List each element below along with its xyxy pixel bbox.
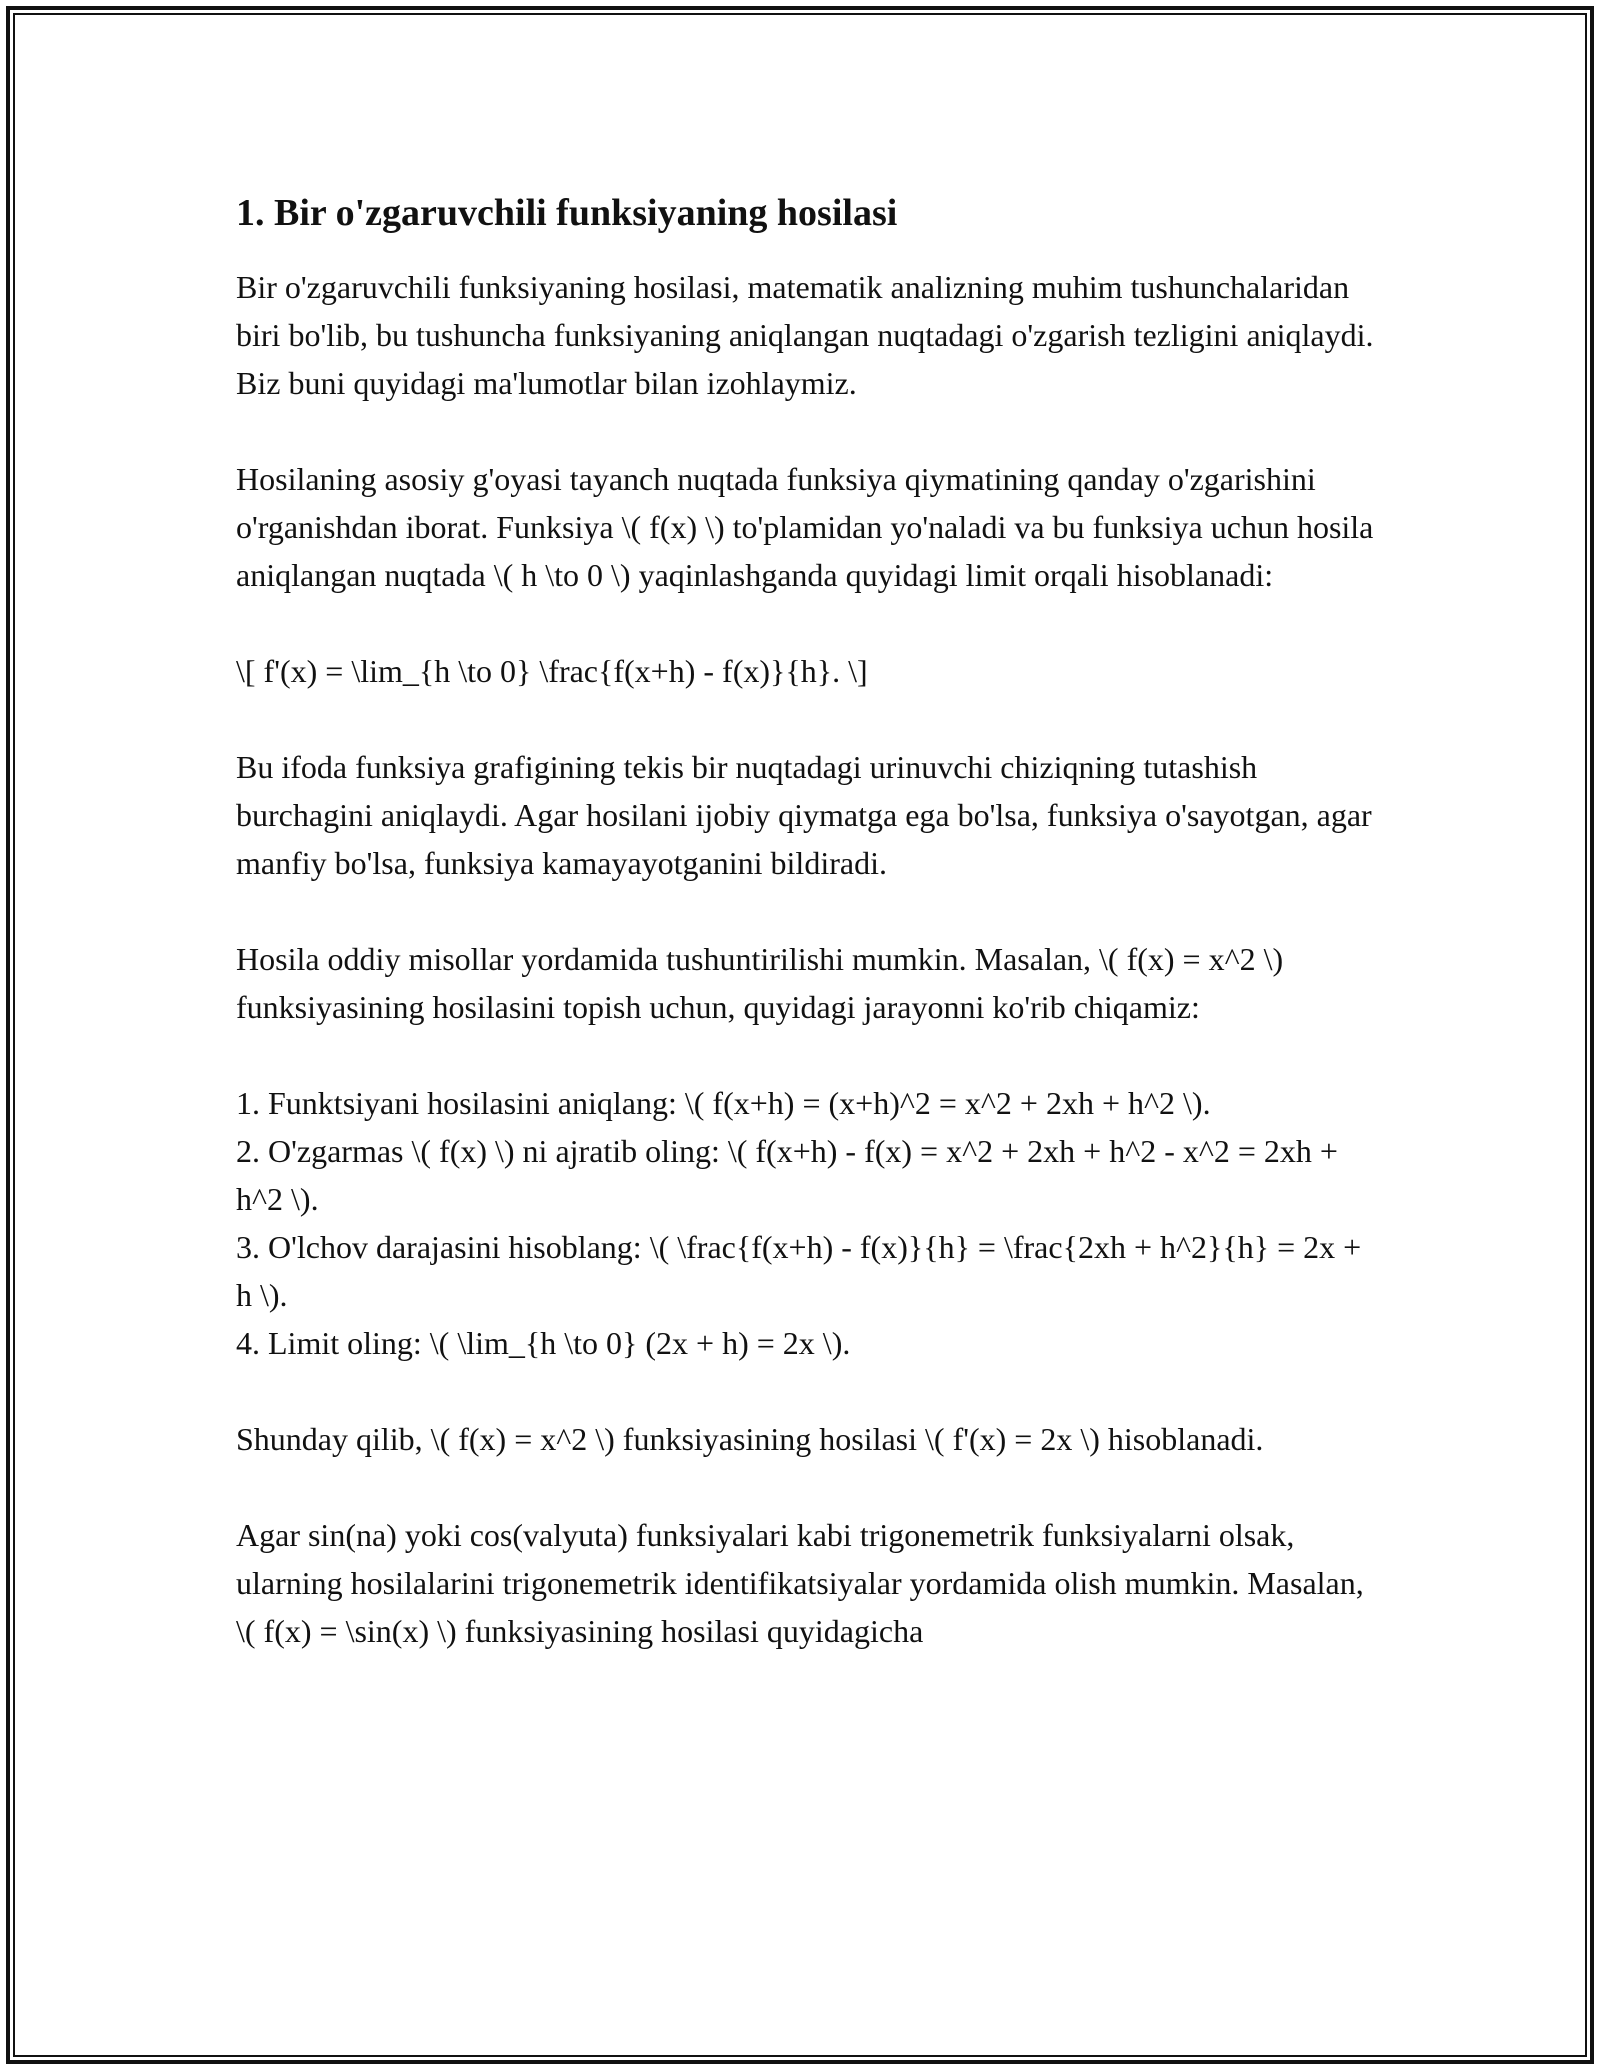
document-body	[236, 185, 1376, 1703]
section-heading: 1. Bir o'zgaruvchili funksiyaning hosilasi	[236, 192, 898, 234]
example-step: 1. Funktsiyani hosilasini aniqlang: \( f(x+h) = (x+h)^2 = x^2 + 2xh + h^2 \).	[236, 1085, 1211, 1121]
example-step: 3. O'lchov darajasini hisoblang: \( \frac{f(x+h) - f(x)}{h} = \frac{2xh + h^2}{h} = 2x + h \).	[236, 1229, 1362, 1313]
example-step: 2. O'zgarmas \( f(x) \) ni ajratib oling: \( f(x+h) - f(x) = x^2 + 2xh + h^2 - x^2 = 2xh + h^2 \).	[236, 1133, 1338, 1217]
example-steps-list	[236, 1079, 1376, 1367]
paragraph-example-intro: Hosila oddiy misollar yordamida tushuntirilishi mumkin. Masalan, \( f(x) = x^2 \) funksiyasining hosilasini topish uchun, quyidagi jarayonni ko'rib chiqamiz:	[236, 941, 1284, 1025]
paragraph-trigonometric: Agar sin(na) yoki cos(valyuta) funksiyalari kabi trigonemetrik funksiyalarni olsak, ularning hosilalarini trigonemetrik identifikatsiyalar yordamida olish mumkin. Masalan, \( f(x) = \sin(x) \) funksiyasining hosilasi quyidagicha	[236, 1517, 1364, 1649]
paragraph-intro: Bir o'zgaruvchili funksiyaning hosilasi, matematik analizning muhim tushunchalaridan biri bo'lib, bu tushuncha funksiyaning aniqlangan nuqtadagi o'zgarish tezligini aniqlaydi. Biz buni quyidagi ma'lumotlar bilan izohlaymiz.	[236, 269, 1374, 401]
example-step: 4. Limit oling: \( \lim_{h \to 0} (2x + h) = 2x \).	[236, 1325, 851, 1361]
derivative-formula: \[ f'(x) = \lim_{h \to 0} \frac{f(x+h) - f(x)}{h}. \]	[236, 653, 868, 689]
paragraph-geometric-meaning: Bu ifoda funksiya grafigining tekis bir nuqtadagi urinuvchi chiziqning tutashish burchagini aniqlaydi. Agar hosilani ijobiy qiymatga ega bo'lsa, funksiya o'sayotgan, agar manfiy bo'lsa, funksiya kamayayotganini bildiradi.	[236, 749, 1372, 881]
paragraph-conclusion: Shunday qilib, \( f(x) = x^2 \) funksiyasining hosilasi \( f'(x) = 2x \) hisoblanadi.	[236, 1421, 1264, 1457]
paragraph-main-idea: Hosilaning asosiy g'oyasi tayanch nuqtada funksiya qiymatining qanday o'zgarishini o'rganishdan iborat. Funksiya \( f(x) \) to'plamidan yo'naladi va bu funksiya uchun hosila aniqlangan nuqtada \( h \to 0 \) yaqinlashganda quyidagi limit orqali hisoblanadi:	[236, 461, 1374, 593]
